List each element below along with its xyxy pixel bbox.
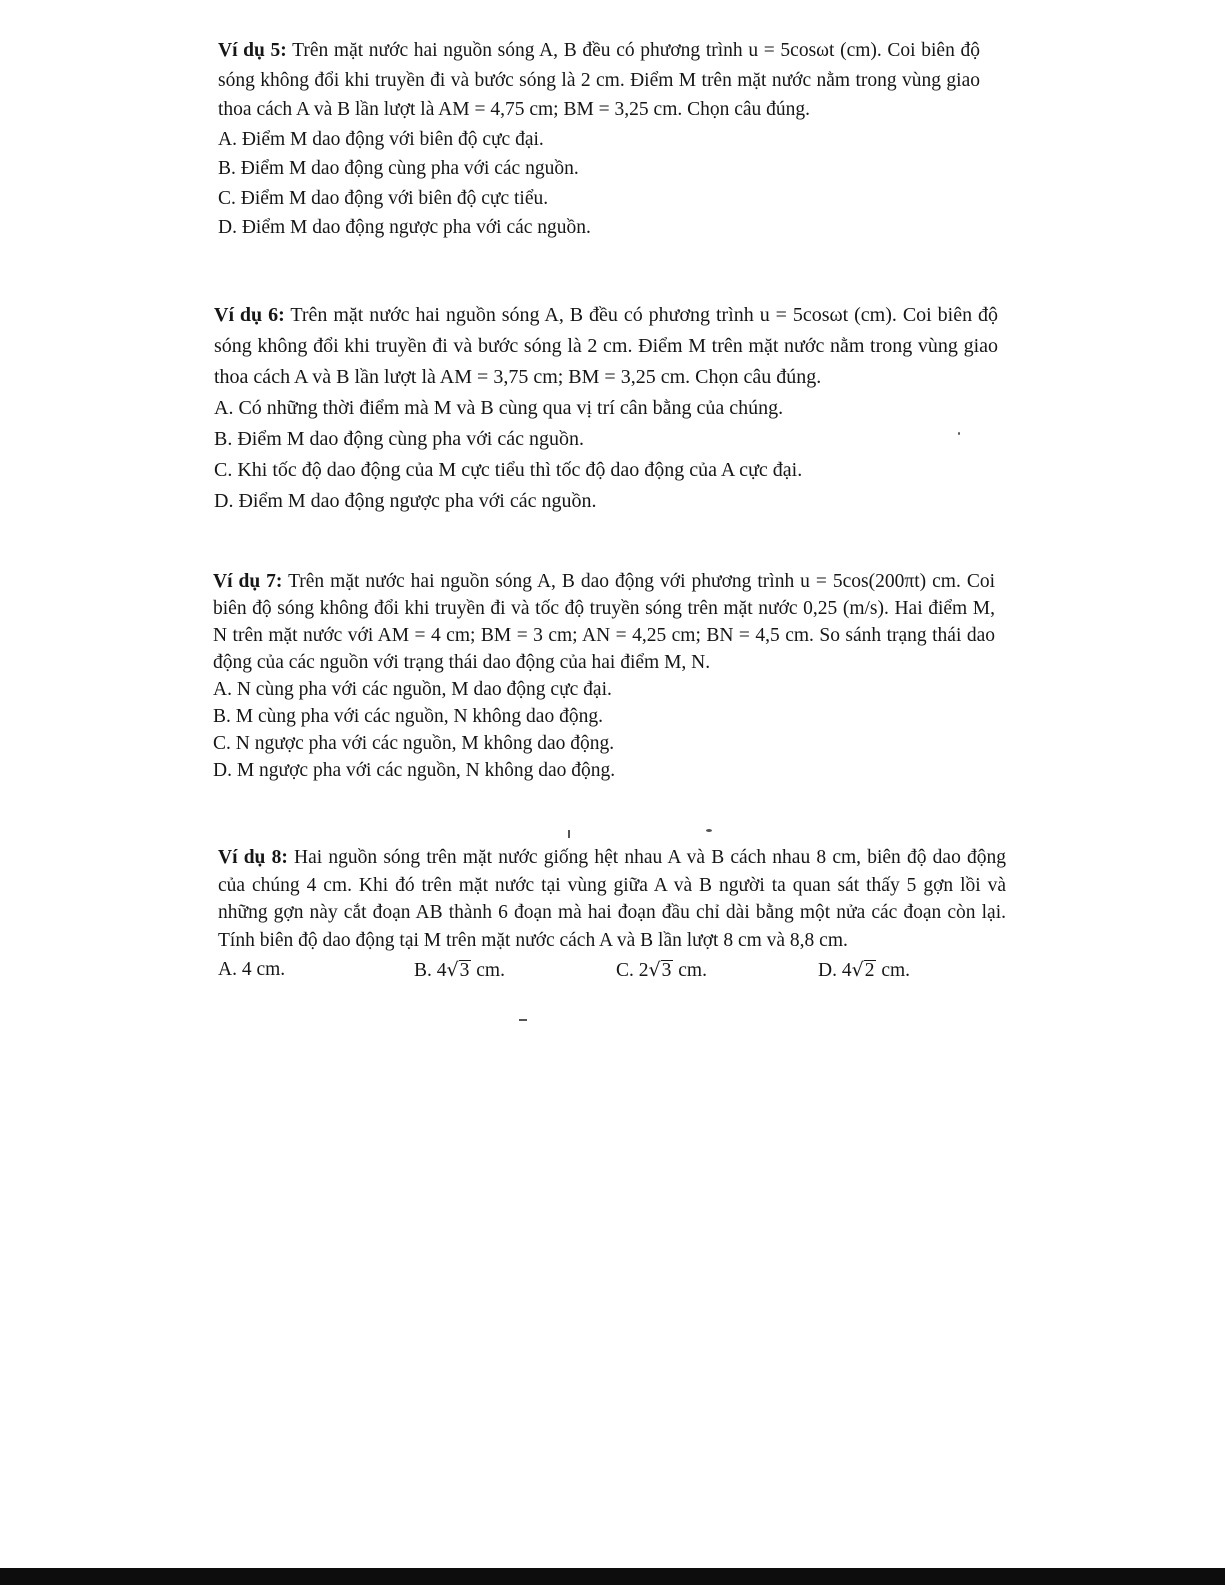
example-7-question bbox=[213, 568, 995, 676]
example-8-body: Hai nguồn sóng trên mặt nước giống hệt nhau A và B cách nhau 8 cm, biên độ dao động của chúng 4 cm. Khi đó trên mặt nước tại vùng giữa A và B người ta quan sát thấy 5 gợn lồi và những gợn này cắt đoạn AB thành 6 đoạn mà hai đoạn đầu chỉ dài bằng một nửa các đoạn còn lại. Tính biên độ dao động tại M trên mặt nước cách A và B lần lượt 8 cm và 8,8 cm. bbox=[218, 847, 1007, 951]
sqrt-symbol: √3 bbox=[648, 959, 672, 981]
example-5-option-a: A. Điểm M dao động với biên độ cực đại. bbox=[218, 128, 544, 150]
scan-speck bbox=[958, 432, 960, 435]
example-6 bbox=[214, 300, 998, 517]
example-8-label: Ví dụ 8: bbox=[218, 847, 288, 868]
example-8-question bbox=[218, 844, 1006, 954]
scan-speck bbox=[568, 830, 570, 838]
example-7-option-a: A. N cùng pha với các nguồn, M dao động cực đại. bbox=[213, 679, 612, 700]
example-6-option-a: A. Có những thời điểm mà M và B cùng qua vị trí cân bằng của chúng. bbox=[214, 397, 784, 419]
scan-speck bbox=[706, 829, 712, 832]
example-5-body: Trên mặt nước hai nguồn sóng A, B đều có phương trình u = 5cosωt (cm). Coi biên độ sóng không đổi khi truyền đi và bước sóng là 2 cm. Điểm M trên mặt nước nằm trong vùng giao thoa cách A và B lần lượt là AM = 4,75 cm; BM = 3,25 cm. Chọn câu đúng. bbox=[218, 40, 981, 120]
example-8 bbox=[218, 844, 1006, 986]
example-8-option-c: C. 2√3 cm. bbox=[616, 954, 707, 987]
example-6-label: Ví dụ 6: bbox=[214, 304, 285, 326]
example-6-question bbox=[214, 300, 998, 393]
example-7-option-c: C. N ngược pha với các nguồn, M không dao động. bbox=[213, 733, 615, 754]
example-5 bbox=[218, 36, 980, 243]
example-6-option-d: D. Điểm M dao động ngược pha với các nguồn. bbox=[214, 490, 597, 512]
example-6-body: Trên mặt nước hai nguồn sóng A, B đều có phương trình u = 5cosωt (cm). Coi biên độ sóng không đổi khi truyền đi và bước sóng là 2 cm. Điểm M trên mặt nước nằm trong vùng giao thoa cách A và B lần lượt là AM = 3,75 cm; BM = 3,25 cm. Chọn câu đúng. bbox=[214, 304, 999, 388]
example-7-body: Trên mặt nước hai nguồn sóng A, B dao động với phương trình u = 5cos(200πt) cm. Coi biên độ sóng không đổi khi truyền đi và tốc độ truyền sóng trên mặt nước 0,25 (m/s). Hai điểm M, N trên mặt nước với AM = 4 cm; BM = 3 cm; AN = 4,25 cm; BN = 4,5 cm. So sánh trạng thái dao động của các nguồn với trạng thái dao động của hai điểm M, N. bbox=[213, 571, 995, 673]
example-5-option-c: C. Điểm M dao động với biên độ cực tiểu. bbox=[218, 187, 549, 209]
example-5-label: Ví dụ 5: bbox=[218, 40, 287, 61]
example-6-option-b: B. Điểm M dao động cùng pha với các nguồn. bbox=[214, 428, 584, 450]
example-7-option-b: B. M cùng pha với các nguồn, N không dao động. bbox=[213, 706, 603, 727]
sqrt-symbol: √2 bbox=[851, 959, 875, 981]
scan-border-bar bbox=[0, 1568, 1225, 1585]
example-8-option-b: B. 4√3 cm. bbox=[414, 954, 505, 987]
sqrt-symbol: √3 bbox=[446, 959, 470, 981]
example-5-option-b: B. Điểm M dao động cùng pha với các nguồn. bbox=[218, 158, 579, 179]
example-7-label: Ví dụ 7: bbox=[213, 571, 283, 592]
example-7-option-d: D. M ngược pha với các nguồn, N không dao động. bbox=[213, 760, 616, 781]
scan-speck bbox=[519, 1019, 527, 1021]
example-7 bbox=[213, 568, 995, 784]
example-8-options bbox=[218, 954, 1006, 986]
example-8-option-d: D. 4√2 cm. bbox=[818, 954, 910, 987]
example-6-option-c: C. Khi tốc độ dao động của M cực tiểu thì tốc độ dao động của A cực đại. bbox=[214, 459, 803, 481]
example-8-option-a: A. 4 cm. bbox=[218, 959, 286, 980]
example-5-option-d: D. Điểm M dao động ngược pha với các nguồn. bbox=[218, 217, 591, 238]
example-5-question bbox=[218, 36, 980, 125]
